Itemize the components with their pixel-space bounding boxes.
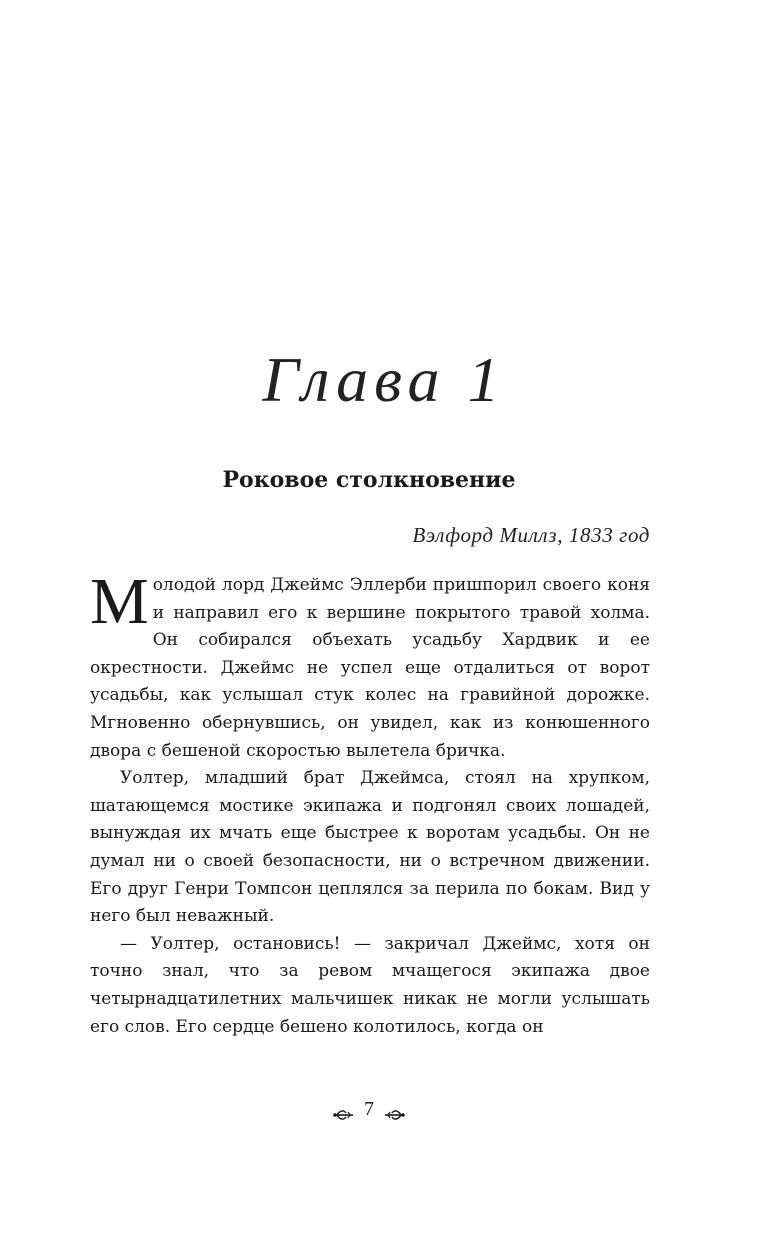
epigraph-place-date: Вэлфорд Миллз, 1833 год: [412, 523, 650, 547]
left-flourish-icon: [332, 1102, 354, 1116]
drop-cap: М: [90, 565, 149, 638]
paragraph-2: Уолтер, младший брат Джеймса, стоял на хрупком, шатающемся мостике экипажа и подгонял своих лошадей, вынуждая их мчать еще быстрее к воротам усадьбы. Он не думал ни о своей безопасности, ни о встречном движении. Его друг Генри Томпсон цеплялся за перила по бокам. Вид у него был неважный.: [90, 768, 650, 927]
right-flourish-icon: [384, 1102, 406, 1116]
paragraph-3: — Уолтер, остановись! — закричал Джеймс, хотя он точно знал, что за ревом мчащегося экипажа двое четырнадцатилетних мальчишек никак не могли услышать его слов. Его сердце бешено колотилось, когда он: [90, 933, 650, 1037]
body-text: [90, 565, 650, 1041]
paragraph-1: [90, 565, 650, 765]
paragraph-1-text: олодой лорд Джеймс Эллерби пришпорил своего коня и направил его к вершине покрытого травой холма. Он собирался объехать усадьбу Хардвик и ее окрестности. Джеймс не успел еще отдалиться от ворот усадьбы, как услышал стук колес на гравийной дорожке. Мгновенно обернувшись, он увидел, как из конюшенного двора с бешеной скоростью вылетела бричка.: [90, 575, 650, 761]
page-number: 7: [364, 1098, 374, 1121]
chapter-heading: Глава 1: [262, 344, 506, 415]
chapter-title: Роковое столкновение: [222, 467, 516, 493]
page-footer: [0, 1094, 738, 1123]
